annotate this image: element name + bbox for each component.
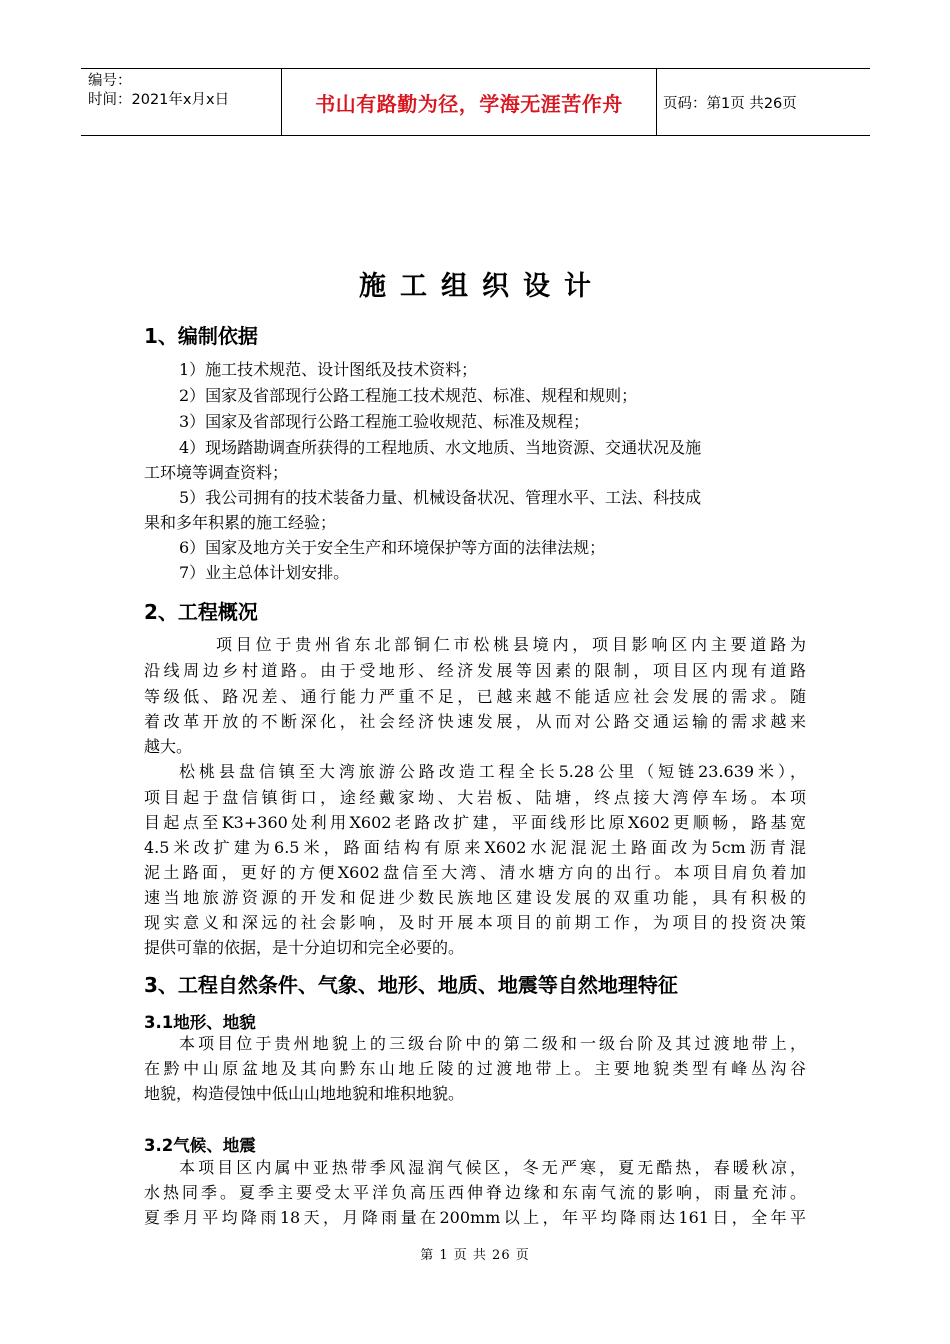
list-item: 7）业主总体计划安排。 (179, 563, 350, 582)
paragraph-line: 本项目位于贵州地貌上的三级台阶中的第二级和一级台阶及其过渡地带上， (179, 1034, 806, 1053)
list-item-continuation: 果和多年积累的施工经验； (144, 513, 337, 532)
section-heading: 2、工程概况 (144, 600, 258, 624)
paragraph-line: 速当地旅游资源的开发和促进少数民族地区建设发展的双重功能，具有积极的 (144, 888, 806, 907)
header-left-cell (81, 69, 281, 135)
paragraph-line: 泥土路面，更好的方便X602盘信至大湾、清水塘方向的出行。本项目肩负着加 (144, 863, 806, 882)
page-header (81, 68, 870, 136)
list-item: 3）国家及省部现行公路工程施工验收规范、标准及规程； (179, 412, 590, 431)
list-item: 2）国家及省部现行公路工程施工技术规范、标准、规程和规则； (179, 386, 638, 405)
paragraph-line: 水热同季。夏季主要受太平洋负高压西伸脊边缘和东南气流的影响，雨量充沛。 (144, 1183, 806, 1202)
paragraph-line: 越大。 (144, 737, 193, 756)
paragraph-line: 地貌，构造侵蚀中低山山地地貌和堆积地貌。 (144, 1084, 465, 1103)
paragraph-line: 着改革开放的不断深化，社会经济快速发展，从而对公路交通运输的需求越来 (144, 712, 806, 731)
section-heading: 1、编制依据 (144, 324, 258, 348)
list-item: 1）施工技术规范、设计图纸及技术资料； (179, 360, 478, 379)
page-footer: 第 1 页 共 26 页 (420, 1248, 530, 1263)
paragraph-line: 项目位于贵州省东北部铜仁市松桃县境内，项目影响区内主要道路为 (216, 635, 806, 654)
paragraph-line: 4.5米改扩建为6.5米，路面结构有原来X602水泥混泥土路面改为5cm沥青混 (144, 838, 806, 857)
paragraph-line: 提供可靠的依据，是十分迫切和完全必要的。 (144, 938, 465, 957)
document-time-label: 时间：2021年x月x日 (88, 92, 230, 108)
paragraph-line: 目起点至K3+360处利用X602老路改扩建，平面线形比原X602更顺畅，路基宽 (144, 813, 806, 832)
paragraph-line: 沿线周边乡村道路。由于受地形、经济发展等因素的限制，项目区内现有道路 (144, 661, 806, 680)
paragraph-line: 在黔中山原盆地及其向黔东山地丘陵的过渡地带上。主要地貌类型有峰丛沟谷 (144, 1059, 806, 1078)
document-title: 施工组织设计 (359, 271, 605, 302)
list-item: 5）我公司拥有的技术装备力量、机械设备状况、管理水平、工法、科技成 (179, 488, 702, 507)
paragraph-line: 本项目区内属中亚热带季风湿润气候区，冬无严寒，夏无酷热，春暖秋凉， (179, 1158, 806, 1177)
paragraph-line: 松桃县盘信镇至大湾旅游公路改造工程全长5.28公里（短链23.639米）， (179, 762, 806, 781)
paragraph-line: 等级低、路况差、通行能力严重不足，已越来越不能适应社会发展的需求。随 (144, 687, 806, 706)
header-page-info: 页码：第1页 共26页 (663, 95, 797, 112)
paragraph-line: 项目起于盘信镇街口，途经戴家坳、大岩板、陆塘，终点接大湾停车场。本项 (144, 788, 806, 807)
list-item: 6）国家及地方关于安全生产和环境保护等方面的法律法规； (179, 538, 606, 557)
document-number-label: 编号： (88, 73, 132, 89)
section-heading: 3、工程自然条件、气象、地形、地质、地震等自然地理特征 (144, 973, 678, 997)
subsection-heading: 3.1地形、地貌 (144, 1013, 256, 1032)
paragraph-line: 夏季月平均降雨18天，月降雨量在200mm以上，年平均降雨达161日，全年平 (144, 1208, 806, 1227)
list-item: 4）现场踏勘调查所获得的工程地质、水文地质、当地资源、交通状况及施 (179, 438, 702, 457)
list-item-continuation: 工环境等调查资料； (144, 463, 289, 482)
subsection-heading: 3.2气候、地震 (144, 1136, 256, 1155)
paragraph-line: 现实意义和深远的社会影响，及时开展本项目的前期工作，为项目的投资决策 (144, 913, 806, 932)
header-motto: 书山有路勤为径，学海无涯苦作舟 (281, 69, 657, 135)
